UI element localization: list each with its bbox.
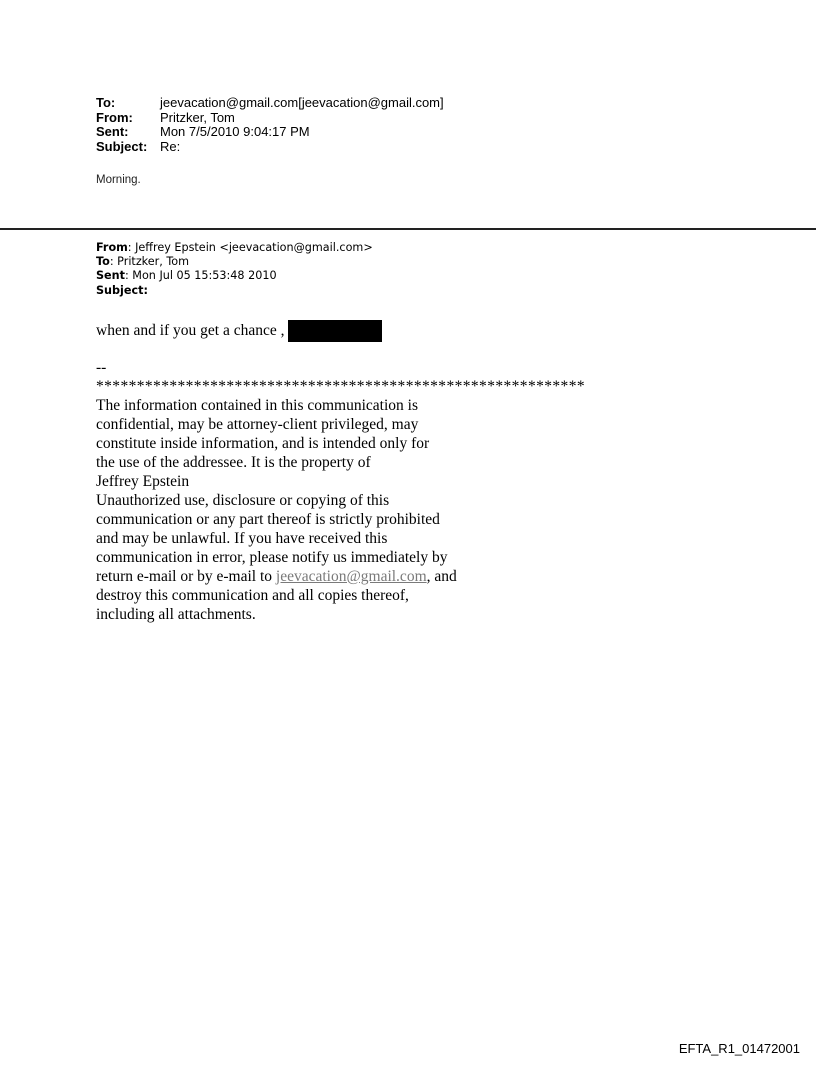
sent-row — [96, 125, 444, 140]
disclaimer-line: including all attachments. — [96, 606, 256, 623]
greeting-text: Morning. — [96, 174, 141, 186]
to-row — [96, 96, 444, 111]
message-body — [96, 320, 382, 342]
from-label: From: — [96, 109, 133, 125]
signature-block — [96, 358, 585, 624]
sent-value: Mon 7/5/2010 9:04:17 PM — [160, 124, 310, 139]
disclaimer-line: communication in error, please notify us immediately by — [96, 549, 448, 566]
email-link[interactable]: jeevacation@gmail.com — [275, 568, 427, 585]
quoted-sent-row — [96, 269, 373, 283]
disclaimer-line: confidential, may be attorney-client privileged, may — [96, 416, 419, 433]
quoted-subject-value: : — [143, 283, 148, 297]
quoted-from-row — [96, 241, 373, 255]
to-value: jeevacation@gmail.com[jeevacation@gmail.com] — [160, 95, 444, 110]
sent-label: Sent: — [96, 124, 129, 139]
subject-row — [96, 140, 444, 155]
quoted-from-value: : Jeffrey Epstein <jeevacation@gmail.com> — [127, 241, 373, 254]
subject-label: Subject: — [96, 138, 148, 154]
from-row — [96, 111, 444, 126]
disclaimer-line: Unauthorized use, disclosure or copying of this — [96, 492, 390, 509]
quoted-header — [96, 241, 373, 298]
disclaimer-line-with-link — [96, 567, 585, 586]
document-id: EFTA_R1_01472001 — [678, 1041, 800, 1056]
redaction-box — [288, 320, 382, 342]
disclaimer-line: destroy this communication and all copies thereof, — [96, 587, 409, 604]
disclaimer-line: constitute inside information, and is intended only for — [96, 435, 430, 452]
disclaimer-line: The information contained in this communication is — [96, 397, 418, 414]
email-header — [96, 96, 444, 154]
quoted-to-row — [96, 255, 373, 269]
quoted-to-value: : Pritzker, Tom — [109, 255, 190, 269]
from-value: Pritzker, Tom — [160, 109, 235, 125]
quoted-sent-value: : Mon Jul 05 15:53:48 2010 — [124, 269, 277, 283]
disclaimer-line: communication or any part thereof is strictly prohibited — [96, 511, 440, 528]
disclaimer-line: Jeffrey Epstein — [96, 473, 190, 490]
quoted-subject-row — [96, 284, 373, 298]
quoted-sent-label: Sent — [96, 269, 125, 283]
quoted-subject-label: Subject — [96, 283, 144, 297]
subject-value: Re: — [160, 138, 181, 154]
to-label: To: — [96, 95, 116, 110]
divider — [0, 228, 816, 230]
disclaimer-line: and may be unlawful. If you have received this — [96, 530, 388, 547]
disclaimer-prefix: return e-mail or by e-mail to — [96, 568, 276, 585]
quoted-to-label: To — [96, 255, 110, 269]
quoted-from-label: From — [96, 241, 128, 254]
message-body-text: when and if you get a chance , — [96, 322, 285, 339]
disclaimer-suffix: , and — [426, 568, 457, 585]
signature-stars: ************************************************************ — [96, 378, 585, 395]
disclaimer-line: the use of the addressee. It is the property of — [96, 454, 371, 471]
signature-dashes: -- — [96, 359, 107, 376]
